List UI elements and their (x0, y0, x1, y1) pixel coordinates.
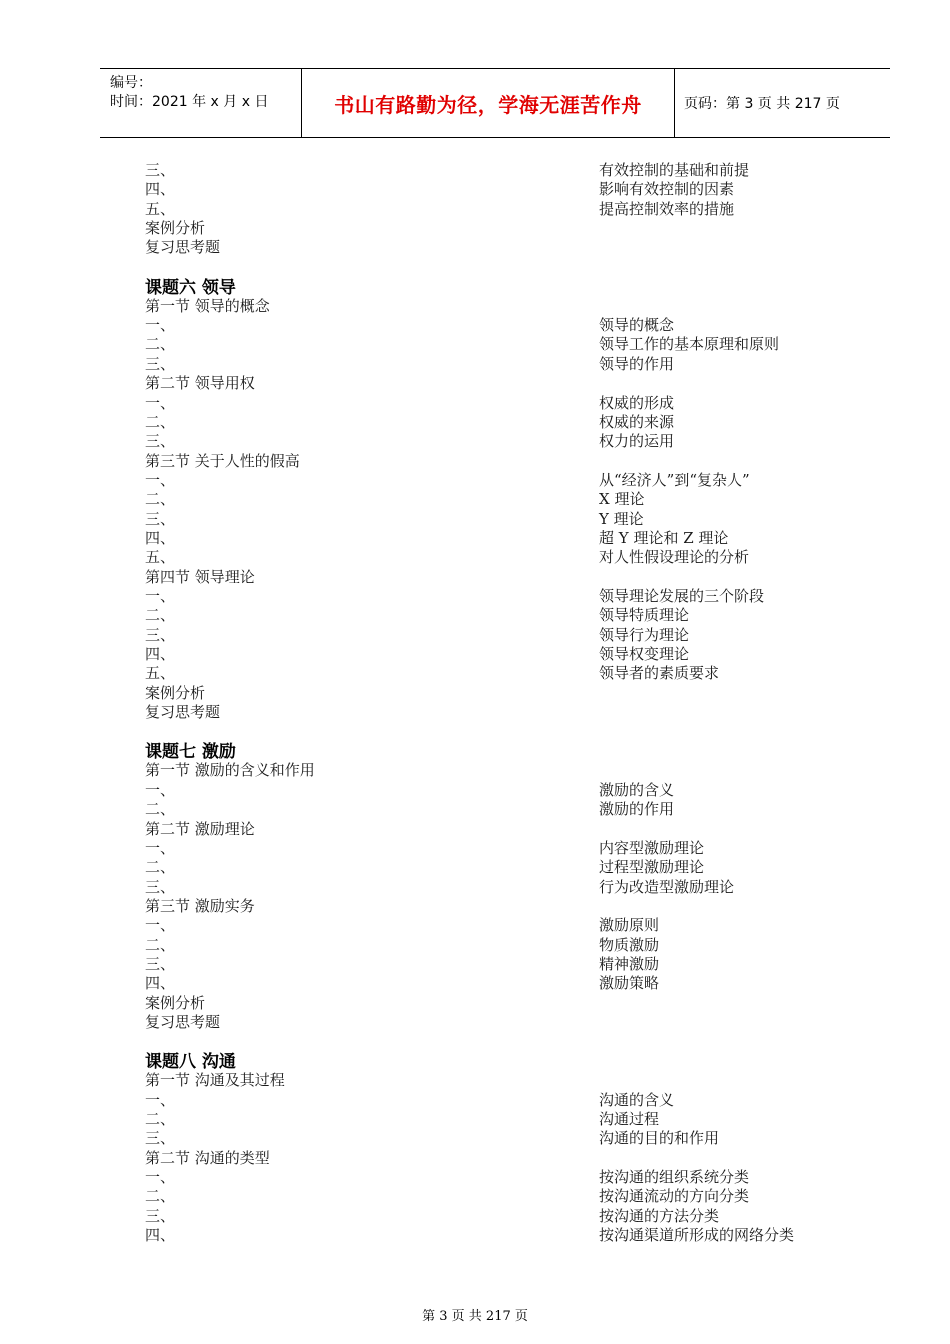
toc-item-title: 行为改造型激励理论 (599, 877, 735, 896)
toc-item-number: 案例分析 (145, 219, 206, 238)
toc-item-number: 四、 (145, 974, 176, 993)
toc-item-title: 从“经济人”到“复杂人” (599, 470, 750, 489)
header-page-info: 页码：第 3 页 共 217 页 (684, 96, 840, 112)
toc-item-number: 四、 (145, 180, 176, 199)
toc-item-title: 领导理论发展的三个阶段 (599, 587, 765, 605)
toc-item-title: 领导的作用 (599, 354, 675, 373)
toc-item-title: 按沟通的方法分类 (599, 1206, 720, 1225)
toc-item-number: 二、 (145, 335, 176, 354)
toc-item-title: 有效控制的基础和前提 (599, 161, 750, 179)
toc-item-number: 复习思考题 (145, 238, 221, 257)
toc-item-title: 提高控制效率的措施 (599, 199, 735, 218)
toc-item-number: 一、 (145, 1090, 176, 1109)
toc-item-title: 领导的概念 (599, 316, 675, 335)
toc-item-number: 二、 (145, 935, 176, 954)
toc-item-number: 一、 (145, 838, 176, 857)
toc-item-title: 按沟通的组织系统分类 (599, 1168, 750, 1187)
toc-item-title: 权力的运用 (599, 432, 675, 451)
header-meta-cell (100, 69, 302, 137)
toc-item-number: 二、 (145, 1187, 176, 1206)
toc-item-number: 第一节 激励的含义和作用 (145, 761, 315, 780)
toc-item-number: 三、 (145, 877, 176, 896)
toc-item-number: 三、 (145, 354, 176, 373)
toc-item-number: 第一节 领导的概念 (145, 296, 270, 315)
toc-item-number: 案例分析 (145, 993, 206, 1012)
toc-item-number: 一、 (145, 587, 176, 605)
toc-item-title: 领导者的素质要求 (599, 664, 720, 683)
header-motto-cell (302, 69, 675, 137)
toc-item-number: 三、 (145, 954, 176, 973)
toc-item-number: 第二节 沟通的类型 (145, 1148, 270, 1167)
document-time-label: 时间：2021 年 x 月 x 日 (110, 94, 269, 110)
toc-item-number: 三、 (145, 432, 176, 451)
toc-item-title: 领导权变理论 (599, 645, 690, 664)
toc-item-number: 第一节 沟通及其过程 (145, 1071, 285, 1090)
toc-item-number: 三、 (145, 509, 176, 528)
toc-item-number: 案例分析 (145, 683, 206, 702)
toc-item-title: 按沟通流动的方向分类 (599, 1187, 750, 1206)
toc-item-number: 四、 (145, 645, 176, 664)
toc-item-number: 四、 (145, 528, 176, 547)
toc-item-title: X 理论 (599, 490, 645, 509)
toc-item-number: 五、 (145, 199, 176, 218)
toc-item-number: 五、 (145, 548, 176, 567)
toc-item-number: 一、 (145, 470, 176, 489)
header-motto: 书山有路勤为径，学海无涯苦作舟 (334, 92, 642, 117)
toc-item-number: 一、 (145, 780, 176, 799)
toc-item-title: 内容型激励理论 (599, 838, 705, 857)
section-title: 课题八 沟通 (145, 1052, 236, 1073)
section-title: 课题七 激励 (145, 742, 236, 763)
toc-item-number: 第二节 领导用权 (145, 374, 255, 393)
toc-item-number: 第四节 领导理论 (145, 567, 255, 586)
toc-item-number: 复习思考题 (145, 703, 221, 722)
toc-item-title: 精神激励 (599, 954, 660, 973)
toc-item-title: 物质激励 (599, 935, 660, 954)
toc-item-number: 三、 (145, 1129, 176, 1148)
toc-item-title: 沟通的目的和作用 (599, 1129, 720, 1148)
toc-item-number: 二、 (145, 1110, 176, 1129)
toc-item-number: 二、 (145, 490, 176, 509)
page-footer: 第 3 页 共 217 页 (422, 1309, 528, 1324)
toc-item-title: 影响有效控制的因素 (599, 180, 735, 199)
toc-item-number: 三、 (145, 161, 176, 179)
toc-item-number: 二、 (145, 858, 176, 877)
toc-item-number: 第三节 激励实务 (145, 896, 255, 915)
toc-item-number: 一、 (145, 393, 176, 412)
toc-item-number: 二、 (145, 606, 176, 625)
toc-item-title: 激励的作用 (599, 800, 675, 819)
toc-item-title: 超 Y 理论和 Z 理论 (599, 528, 729, 547)
toc-item-title: 激励的含义 (599, 780, 675, 799)
toc-item-number: 一、 (145, 916, 176, 935)
toc-item-number: 第二节 激励理论 (145, 819, 255, 838)
toc-item-title: 权威的来源 (599, 412, 675, 431)
toc-item-number: 第三节 关于人性的假高 (145, 451, 300, 470)
toc-item-number: 五、 (145, 664, 176, 683)
section-title: 课题六 领导 (145, 277, 236, 298)
toc-item-title: 沟通的含义 (599, 1090, 675, 1109)
header-page-cell (675, 69, 890, 137)
toc-item-title: 沟通过程 (599, 1110, 660, 1129)
toc-item-title: 领导行为理论 (599, 625, 690, 644)
toc-item-number: 一、 (145, 316, 176, 335)
toc-item-title: 激励策略 (599, 974, 660, 993)
toc-item-number: 三、 (145, 625, 176, 644)
toc-item-number: 二、 (145, 412, 176, 431)
toc-item-number: 一、 (145, 1168, 176, 1187)
toc-item-title: Y 理论 (599, 509, 644, 528)
toc-item-number: 复习思考题 (145, 1013, 221, 1031)
toc-item-number: 三、 (145, 1206, 176, 1225)
toc-item-title: 权威的形成 (599, 393, 675, 412)
toc-item-title: 领导工作的基本原理和原则 (599, 335, 780, 354)
toc-item-title: 按沟通渠道所形成的网络分类 (599, 1226, 795, 1245)
toc-item-title: 过程型激励理论 (599, 858, 705, 877)
toc-item-title: 领导特质理论 (599, 606, 690, 625)
toc-item-title: 对人性假设理论的分析 (599, 548, 750, 567)
page-header (100, 68, 890, 138)
toc-item-number: 四、 (145, 1226, 176, 1245)
document-code-label: 编号： (110, 75, 152, 91)
toc-item-number: 二、 (145, 800, 176, 819)
toc-item-title: 激励原则 (599, 916, 660, 935)
